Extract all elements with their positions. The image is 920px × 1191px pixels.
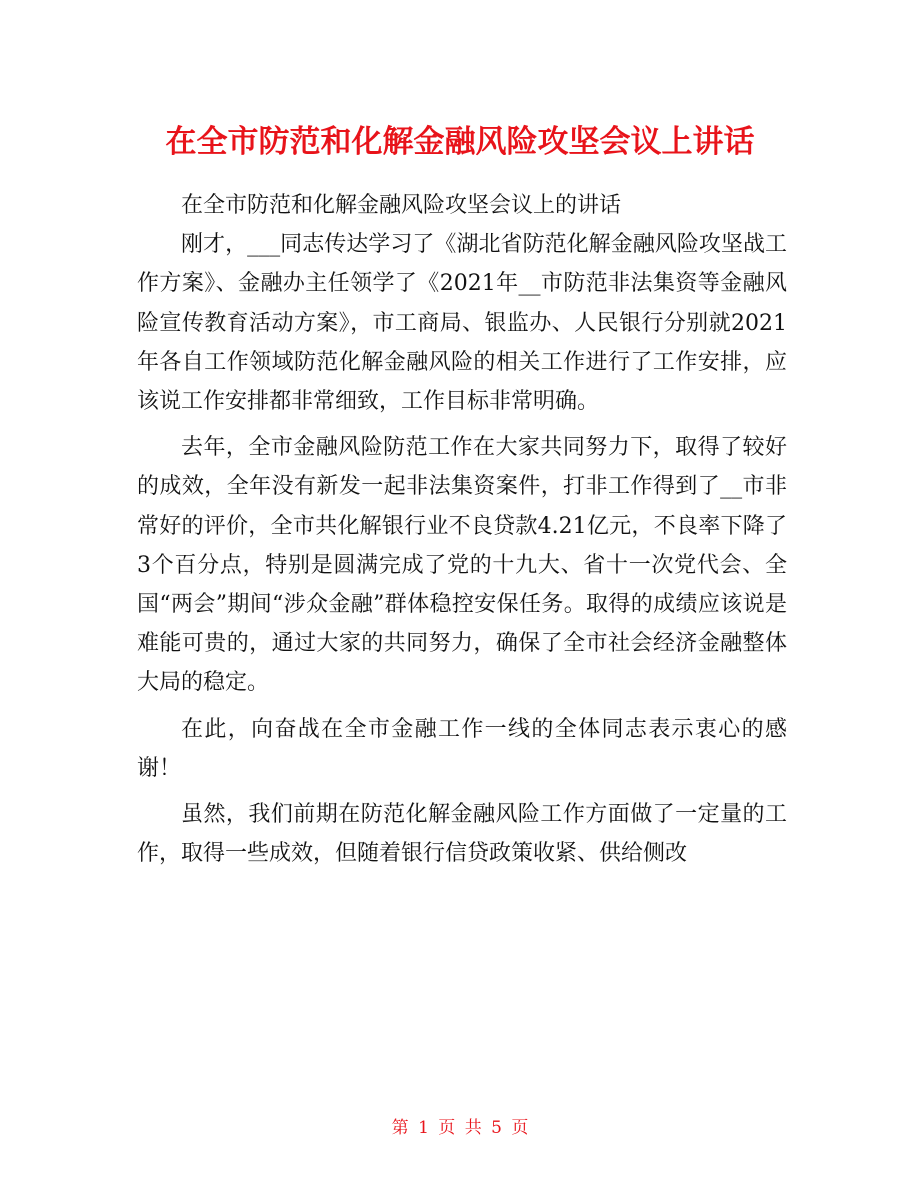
body-paragraph-1: 刚才，___同志传达学习了《湖北省防范化解金融风险攻坚战工作方案》、金融办主任领学了《2021年__市防范非法集资等金融风险宣传教育活动方案》，市工商局、银监办、人民银行分别就2021年各自工作领域防范化解金融风险的相关工作进行了工作安排，应该说工作安排都非常细致，工作目标非常明确。 <box>137 232 787 415</box>
body-paragraph-2: 去年，全市金融风险防范工作在大家共同努力下，取得了较好的成效，全年没有新发一起非法集资案件，打非工作得到了__市非常好的评价，全市共化解银行业不良贷款4.21亿元，不良率下降了3个百分点，特别是圆满完成了党的十九大、省十一次党代会、全国“两会”期间“涉众金融”群体稳控安保任务。取得的成绩应该说是难能可贵的，通过大家的共同努力，确保了全市社会经济金融整体大局的稳定。 <box>137 435 787 696</box>
document-title: 在全市防范和化解金融风险攻坚会议上讲话 <box>165 124 755 160</box>
body-paragraph-3: 在此，向奋战在全市金融工作一线的全体同志表示衷心的感谢！ <box>137 716 787 781</box>
subtitle-paragraph: 在全市防范和化解金融风险攻坚会议上的讲话 <box>181 193 622 218</box>
document-body <box>137 186 787 873</box>
page-number-footer: 第 1 页 共 5 页 <box>391 1118 529 1138</box>
body-paragraph-4: 虽然，我们前期在防范化解金融风险工作方面做了一定量的工作，取得一些成效，但随着银行信贷政策收紧、供给侧改 <box>137 802 787 867</box>
